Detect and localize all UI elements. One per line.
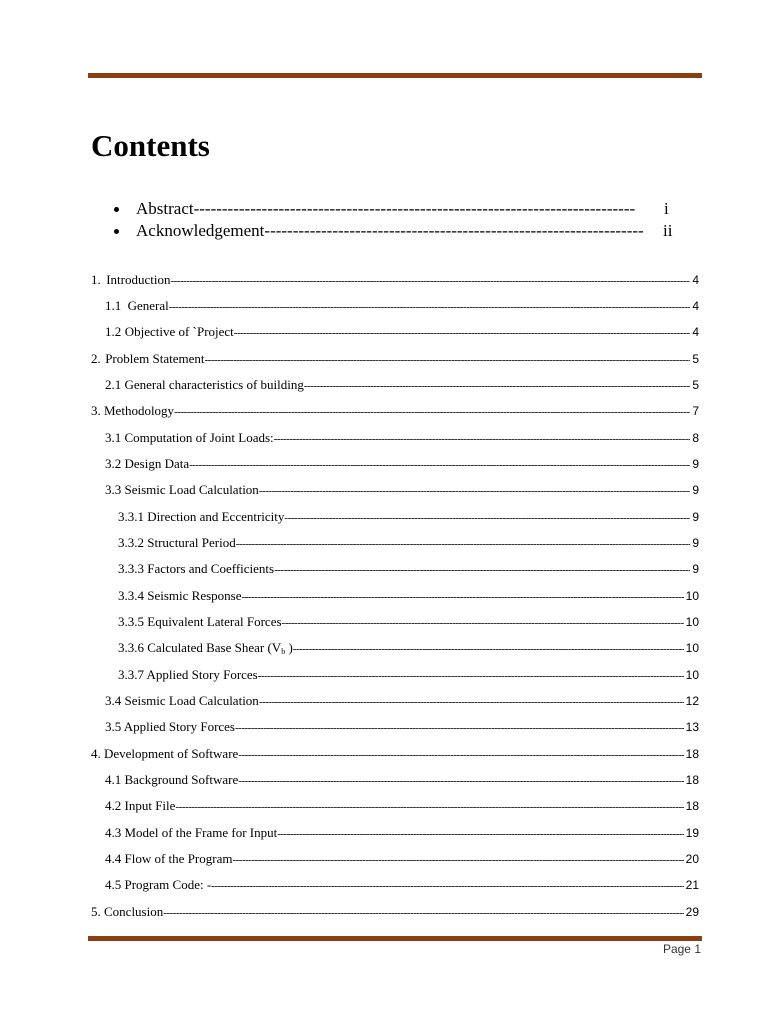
toc-leader bbox=[175, 797, 683, 816]
toc-entry-program-code[interactable] bbox=[105, 875, 699, 895]
toc-label: 3.3.1 Direction and Eccentricity bbox=[118, 509, 285, 524]
toc-entry-introduction[interactable] bbox=[91, 270, 699, 290]
toc-entry-lateral-forces[interactable] bbox=[118, 612, 699, 632]
toc-label: 4. Development of Software bbox=[91, 746, 239, 761]
toc-page: 18 bbox=[685, 747, 699, 761]
toc-entry-seismic-response[interactable] bbox=[118, 586, 699, 606]
page-title: Contents bbox=[91, 128, 210, 163]
toc-leader bbox=[169, 297, 691, 316]
toc-label: 3.4 Seismic Load Calculation bbox=[105, 693, 259, 708]
toc-entry-methodology[interactable] bbox=[91, 401, 699, 421]
toc-entry-base-shear[interactable] bbox=[118, 638, 699, 658]
toc-entry-general-characteristics[interactable] bbox=[105, 375, 699, 395]
toc-page: 21 bbox=[685, 878, 699, 892]
toc-leader bbox=[163, 903, 683, 922]
toc-page: 13 bbox=[685, 720, 699, 734]
front-matter-label: Acknowledgement------------------------------------------------------------------- bbox=[136, 221, 644, 240]
toc-entry-seismic-load[interactable] bbox=[105, 480, 699, 500]
toc-page: 9 bbox=[692, 457, 699, 471]
front-matter-item[interactable] bbox=[112, 198, 692, 220]
toc-label: 2.1 General characteristics of building bbox=[105, 377, 304, 392]
toc-label: Problem Statement bbox=[105, 351, 205, 366]
toc-page: 29 bbox=[685, 905, 699, 919]
toc-leader bbox=[284, 508, 690, 527]
toc-label: 3.3.2 Structural Period bbox=[118, 535, 236, 550]
toc-entry-seismic-load-2[interactable] bbox=[105, 691, 699, 711]
front-matter-page: i bbox=[664, 199, 669, 218]
toc-entry-applied-story-forces-sub[interactable] bbox=[118, 665, 699, 685]
toc-entry-structural-period[interactable] bbox=[118, 533, 699, 553]
toc-entry-input-file[interactable] bbox=[105, 796, 699, 816]
toc-leader bbox=[258, 666, 684, 685]
toc-leader bbox=[232, 850, 683, 869]
toc-entry-model-frame[interactable] bbox=[105, 823, 699, 843]
toc-label: 4.3 Model of the Frame for Input bbox=[105, 825, 278, 840]
toc-label: 3.3.3 Factors and Coefficients bbox=[118, 561, 275, 576]
toc-page: 5 bbox=[692, 378, 699, 392]
toc-entry-direction[interactable] bbox=[118, 507, 699, 527]
toc-label: 3. Methodology bbox=[91, 403, 175, 418]
toc-label: 3.3.4 Seismic Response bbox=[118, 588, 242, 603]
toc-page: 19 bbox=[685, 826, 699, 840]
toc-page: 12 bbox=[685, 694, 699, 708]
toc-leader bbox=[274, 429, 691, 448]
toc-leader bbox=[234, 323, 691, 342]
toc-page: 4 bbox=[692, 325, 699, 339]
toc-leader bbox=[236, 534, 691, 553]
toc-page: 9 bbox=[692, 562, 699, 576]
toc-entry-development[interactable] bbox=[91, 744, 699, 764]
toc-leader bbox=[277, 824, 683, 843]
toc-page: 10 bbox=[685, 668, 699, 682]
toc-entry-background-software[interactable] bbox=[105, 770, 699, 790]
toc-label: 4.4 Flow of the Program bbox=[105, 851, 233, 866]
toc-label: 4.2 Input File bbox=[105, 798, 176, 813]
toc-page: 20 bbox=[685, 852, 699, 866]
front-matter-item[interactable] bbox=[112, 220, 692, 242]
toc-leader bbox=[205, 350, 691, 369]
toc-number: 1.2 bbox=[105, 324, 122, 339]
toc-number: 1.1 bbox=[105, 298, 122, 313]
toc-leader bbox=[259, 481, 691, 500]
toc-entry-general[interactable] bbox=[105, 296, 699, 316]
front-matter-page: ii bbox=[663, 221, 673, 240]
toc-page: 9 bbox=[692, 483, 699, 497]
toc-leader bbox=[274, 560, 690, 579]
toc-leader bbox=[259, 692, 684, 711]
toc-entry-flow-program[interactable] bbox=[105, 849, 699, 869]
toc-entry-factors[interactable] bbox=[118, 559, 699, 579]
header-rule bbox=[88, 73, 702, 78]
toc-leader bbox=[238, 745, 683, 764]
toc-entry-applied-story-forces[interactable] bbox=[105, 717, 699, 737]
toc-entry-objective[interactable] bbox=[105, 322, 699, 342]
toc-page: 9 bbox=[692, 536, 699, 550]
toc-number: 1. bbox=[91, 272, 101, 287]
toc-label: Objective of `Project bbox=[124, 324, 234, 339]
toc-page: 5 bbox=[692, 352, 699, 366]
toc-page: 9 bbox=[692, 510, 699, 524]
toc-page: 8 bbox=[692, 431, 699, 445]
toc-label: 4.5 Program Code: - bbox=[105, 877, 212, 892]
toc-label: Introduction bbox=[106, 272, 171, 287]
toc-leader bbox=[238, 771, 683, 790]
toc-entry-conclusion[interactable] bbox=[91, 902, 699, 922]
toc-label: 4.1 Background Software bbox=[105, 772, 239, 787]
toc-label: General bbox=[127, 298, 169, 313]
toc-entry-joint-loads[interactable] bbox=[105, 428, 699, 448]
toc-label: 3.3.5 Equivalent Lateral Forces bbox=[118, 614, 282, 629]
toc-entry-problem-statement[interactable] bbox=[91, 349, 699, 369]
toc-label: 3.3 Seismic Load Calculation bbox=[105, 482, 259, 497]
toc-leader bbox=[174, 402, 690, 421]
toc-label: 3.2 Design Data bbox=[105, 456, 190, 471]
toc-entry-design-data[interactable] bbox=[105, 454, 699, 474]
toc-page: 10 bbox=[685, 589, 699, 603]
page-number: Page 1 bbox=[662, 942, 701, 956]
toc-leader bbox=[242, 587, 684, 606]
toc-leader bbox=[235, 718, 684, 737]
toc-label: 3.3.6 Calculated Base Shear ($V_b$ ) bbox=[118, 640, 293, 656]
toc-leader bbox=[304, 376, 690, 395]
toc-leader bbox=[282, 613, 684, 632]
toc-page: 10 bbox=[685, 615, 699, 629]
toc-page: 7 bbox=[692, 404, 699, 418]
toc-leader bbox=[211, 876, 683, 895]
toc-label: 3.3.7 Applied Story Forces bbox=[118, 667, 258, 682]
toc-page: 4 bbox=[692, 299, 699, 313]
toc-page: 18 bbox=[685, 799, 699, 813]
front-matter-label: Abstract------------------------------------------------------------------------------ bbox=[136, 199, 636, 218]
toc-page: 18 bbox=[685, 773, 699, 787]
footer-rule bbox=[88, 936, 702, 941]
toc-leader bbox=[189, 455, 690, 474]
toc-page: 10 bbox=[685, 641, 699, 655]
toc-label: 3.1 Computation of Joint Loads: bbox=[105, 430, 274, 445]
toc-label: 5. Conclusion bbox=[91, 904, 164, 919]
toc-label: 3.5 Applied Story Forces bbox=[105, 719, 235, 734]
front-matter-list bbox=[112, 198, 692, 242]
toc-leader bbox=[293, 639, 684, 658]
toc-leader bbox=[170, 271, 690, 290]
toc-page: 4 bbox=[692, 273, 699, 287]
toc-number: 2. bbox=[91, 351, 101, 366]
